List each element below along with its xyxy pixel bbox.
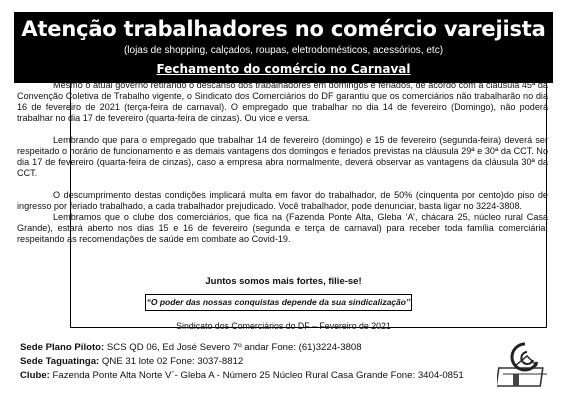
page-subtitle: (lojas de shopping, calçados, roupas, eletrodomésticos, acessórios, etc): [123, 45, 444, 56]
paragraph-2: Lembrando que para o empregado que trabalhar 14 de fevereiro (domingo) e 15 de fevereiro (segunda-feira) deverá ser respeitado o horário de funcionamento e as demais vantagens dos domingos e feriados previstas na cláusula 29ª e 30ª da CCT. No dia 17 de fevereiro (quarta-feira de cinzas), caso a empresa abra normalmente, deverá observar as vantagens da cláusula 30ª da CCT.: [17, 135, 548, 178]
paragraph-3: O descumprimento destas condições implicará multa em favor do trabalhador, de 50% (cinquenta por cento)do piso de ingresso por feriado trabalhado, a cada trabalhador prejudicado. Você trabalhador, pode denunciar, basta ligar no 3224-3808.: [17, 190, 548, 211]
footer-row-sede: [20, 341, 464, 355]
footer-row-taguatinga: [20, 355, 464, 369]
clube-label: Clube:: [20, 370, 50, 381]
taguatinga-label: Sede Taguatinga:: [20, 356, 100, 367]
union-logo-icon: [497, 338, 555, 390]
signature-line: Sindicato dos Comerciários do DF – Fevereiro de 2021: [176, 321, 391, 331]
footer-contacts: [20, 341, 464, 383]
section-title: Fechamento do comércio no Carnaval: [156, 62, 411, 76]
footer-row-clube: [20, 369, 464, 383]
sede-value: SCS QD 06, Ed José Severo 7º andar Fone: (61)3224-3808: [106, 342, 362, 353]
header-banner: [14, 12, 553, 83]
closing-line: Juntos somos mais fortes, filie-se!: [205, 276, 362, 287]
clube-value: Fazenda Ponte Alta Norte V´- Gleba A - Número 25 Núcleo Rural Casa Grande Fone: 3404-0851: [52, 370, 464, 381]
quote-box: “O poder das nossas conquistas depende da sua sindicalização’’: [145, 294, 412, 311]
sede-label: Sede Plano Piloto:: [20, 342, 105, 353]
taguatinga-value: QNE 31 lote 02 Fone: 3037-8812: [101, 356, 244, 367]
paragraph-4: Lembramos que o clube dos comerciários, que fica na (Fazenda Ponte Alta, Gleba ‘A’, chácara 25, núcleo rural Casa Grande), estará aberto nos dias 15 e 16 de fevereiro (segunda e terça de carnaval) para receber toda família comerciária, respeitando as recomendações de saúde em combate ao Covid-19.: [17, 212, 548, 244]
paragraph-1: Mesmo o atual governo retirando o descanso dos trabalhadores em domingos e feriados, de acordo com a cláusula 45ª da Convenção Coletiva de Trabalho vigente, o Sindicato dos Comerciários do DF garantiu que os comerciários não trabalharão no dia 16 de fevereiro de 2021 (terça-feira de carnaval). O empregado que trabalhar no dia 14 de fevereiro (Domingo), não poderá trabalhar no dia 17 de fevereiro (quarta-feira de cinzas). Ou vice e versa.: [17, 80, 548, 123]
page-title: Atenção trabalhadores no comércio varejista: [21, 17, 546, 41]
notice-body: [17, 80, 548, 245]
